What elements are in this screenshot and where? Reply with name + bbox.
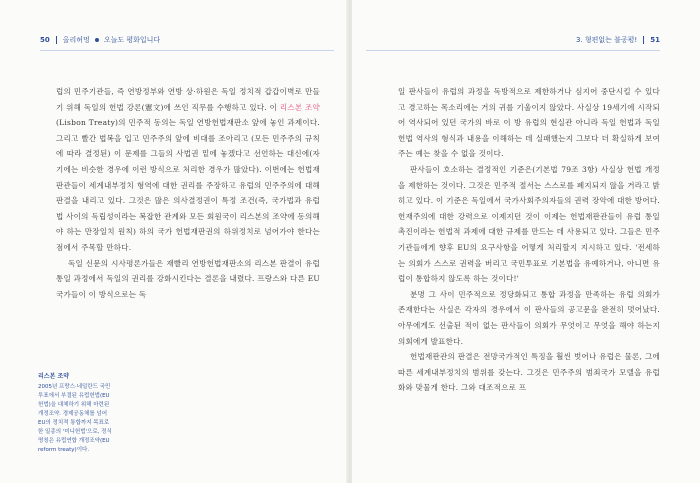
right-paragraph-4: 헌법재판관의 판결은 전망국가적인 특징을 훨씬 벗어나 유럽은 물론, 그에 따른 세계내부정치의 범위를 갖는다. 그것은 민주주의 범죄국가 모델을 유럽화와 맞물게 한다. 그와 대조적으로 프 <box>398 352 660 393</box>
right-page-number: 51 <box>650 36 660 44</box>
sidebar-note <box>38 372 112 455</box>
lisbon-treaty-highlight: 리스본 조약 <box>279 102 321 112</box>
header-divider <box>643 36 644 44</box>
chapter-title: 3. 형편없는 불공평! <box>575 36 638 44</box>
left-p1-text-a: 럽의 민주기관들, 즉 연방정부와 연방 상·하원은 독일 정치적 갑갑이벽로 만들기 위해 독일의 헌법 강론(憲文)에 쓰인 직무를 수행하고 있다. 이 <box>56 87 320 112</box>
book-title-part1: 올리허멍 <box>62 36 90 44</box>
left-page-number: 50 <box>40 36 50 44</box>
right-paragraph-1: 일 판사들이 유럽의 과정을 독방적으로 제한하거나 심지어 중단시킬 수 있다고 경고하는 목소리에는 거의 귀를 기울이지 않았다. 사실상 19세기에 시작되어 역사되어 있던 국가의 바로 이 방 유럽의 현실관 아니라 독일 헌법과 독일 헌법 역사의 형식과 내용을 이해하는 데 실패했는지 그보다 더 확실하게 보여주는 예는 찾을 수 없을 것이다. <box>398 87 660 159</box>
header-divider <box>56 36 57 44</box>
right-header-rule <box>366 50 660 51</box>
left-page <box>0 0 348 483</box>
left-header-rule <box>40 50 334 51</box>
right-paragraph-2: 판사들이 호소하는 결정적인 기준은(기본법 79조 3항) 사실상 헌법 개정을 제한하는 것이다. 그것은 민주적 절서는 스스로를 폐지되지 않을 거라고 밝히고 있다. 이 기준은 독일에서 국가사회주의자들의 권력 장악에 대한 방어다. 헌재주의에 대한 강력으로 이제지던 것이 이제는 헌법재판관들이 유럽 통일 촉진이라는 헌법적 과제에 대한 규제를 만드는 데 사용되고 있다. 그들은 민주기관들에게 향후 EU의 요구사항을 어떻게 처리할지 지시하고 있다. '전세하는 의회가 스스로 권력을 버리고 국민투표로 기본법을 유예하거나, 아니면 유럽이 통합하지 않도록 하는 것이다!' <box>398 164 660 284</box>
sidebar-text: 2005년 프랑스·네덜란드 국민투표에서 부결된 유럽헌법(EU헌법)을 대체하기 위해 마련된 개정조약. 경제공동체를 넘어 EU의 정치적 통합까지 목표로 한 일종의 '미니헌법'으로, 정식 명칭은 유럽연합 개정조약(EU reform treaty)이다. <box>38 384 112 453</box>
left-paragraph-2: 독일 신문의 시사평론가들은 재빨리 연방헌법재판소의 리스본 판결이 유럽 통일 과정에서 독일의 권리를 강화시킨다는 결론을 내렸다. 프랑스와 다른 EU 국가들이 이 방식으로는 독 <box>56 258 320 299</box>
right-running-header <box>366 30 660 50</box>
left-p1-text-b: (Lisbon Treaty)의 민주적 동의는 독일 연방헌법재판소 앞에 놓인 과제이다. 그리고 빨간 법복을 입고 민주주의 앞에 비대를 조아리고 (모든 민주주의 규칙에 따라 결정된) 이 문제를 그들의 사법권 밑에 놓겠다고 선언하는 대신에(자기에는 비슷한 경우에 이런 방식으로 처리한 경우가 많았다). 이번에는 헌법재판관들이 세계내부정치 형역에 대한 권리를 주장하고 유럽의 민주주의에 대해 판결을 내리고 있다. 그것은 많은 의사결정권이 특정 조건(즉, 국가법과 유럽법 사이의 독립성이라는 복잡한 관계와 모든 회원국이 리스본의 조약에 동의해야 하는 만장일치 원칙) 하의 국가 헌법재판권의 하위정치로 넘어가야 한다는 점에서 주목할 만하다. <box>56 118 320 252</box>
right-paragraph-3: 분명 그 사이 민주적으로 정당화되고 통합 과정을 만족하는 유럽 의회가 존재한다는 사실은 각자의 경우에서 이 판사들의 공고문을 완전히 멋어났다. 아무에게도 선출된 적이 없는 판사들이 의회가 무엇이고 무엇을 해야 하는지 의회에게 발표한다. <box>398 289 660 346</box>
right-body-text <box>398 84 660 396</box>
left-body-text <box>56 84 320 302</box>
bullet-icon <box>95 38 99 42</box>
sidebar-title: 리스본 조약 <box>38 373 70 380</box>
left-running-header <box>40 30 334 50</box>
left-paragraph-1 <box>56 84 320 256</box>
book-title-part2: 오늘도 평화입니다 <box>103 36 161 44</box>
